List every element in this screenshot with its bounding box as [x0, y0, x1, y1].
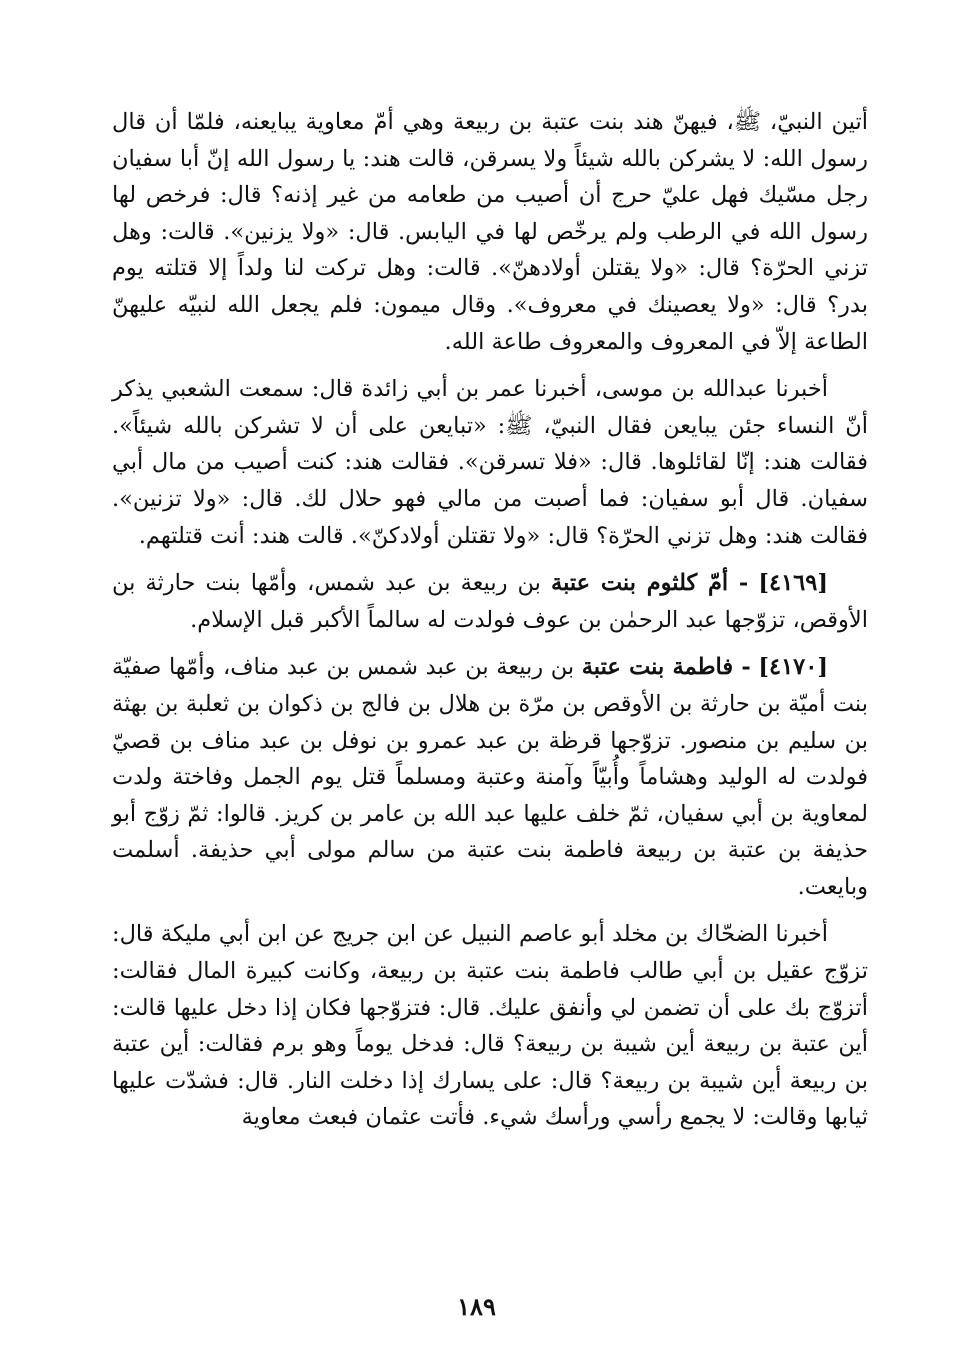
- entry-continuation: أميّة بن حارثة بن الأوقص بن مرّة بن هلال بن فالج بن ذكوان بن ثعلبة بن بهثة بن سليم بن منصور. تزوّجها قرظة بن عبد عمرو بن نوفل بن عبد مناف بن قصيّ فولدت له الوليد وهشاماً وأُبيّاً وآمنة وعتبة ومسلماً قتل يوم الجمل وفاختة ولدت لمعاوية بن أبي سفيان، ثمّ خلف عليها عبد الله بن عامر بن كريز. قالوا: ثمّ زوّج أبو حذيفة بن عتبة بن ربيعة فاطمة بنت عتبة من سالم مولى أبي حذيفة. أسلمت وبايعت.: [112, 690, 868, 900]
- entry-name: - أمّ كلثوم بنت عتبة: [551, 570, 749, 597]
- entry-4169: [112, 565, 868, 638]
- paragraph-1: أتين النبيّ، ﷺ، فيهنّ هند بنت عتبة بن ربيعة وهي أمّ معاوية يبايعنه، فلمّا أن قال رسول الله: لا يشركن بالله شيئاً ولا يسرقن، قالت هند: يا رسول الله إنّ أبا سفيان رجل مسّيك فهل عليّ حرج أن أصيب من طعامه من غير إذنه؟ قال: فرخص لها رسول الله في الرطب ولم يرخّص لها في اليابس. قال: «ولا يزنين». قالت: وهل تزني الحرّة؟ قال: «ولا يقتلن أولادهنّ». قالت: وهل تركت لنا ولداً إلا قتلته يوم بدر؟ قال: «ولا يعصينك في معروف». وقال ميمون: فلم يجعل الله لنبيّه عليهنّ الطاعة إلاّ في المعروف والمعروف طاعة الله.: [112, 109, 868, 355]
- paragraph-2: أخبرنا عبدالله بن موسى، أخبرنا عمر بن أبي زائدة قال: سمعت الشعبي يذكر أنّ النساء جئن يبايعن فقال النبيّ، ﷺ: «تبايعن على أن لا تشركن بالله شيئاً». فقالت هند: إنّا لقائلوها. قال: «فلا تسرقن». فقالت هند: كنت أصيب من مال أبي سفيان. قال أبو سفيان: فما أصبت من مالي فهو حلال لك. قال: «ولا تزنين». فقالت هند: وهل تزني الحرّة؟ قال: «ولا تقتلن أولادكنّ». قالت هند: أنت قتلتهم.: [112, 376, 868, 549]
- entry-text: بن ربيعة بن عبد شمس بن عبد مناف، وأمّها صفيّة بنت: [112, 654, 868, 717]
- entry-4170: [112, 649, 868, 905]
- page-number: ١٨٩: [457, 1292, 496, 1321]
- entry-text: بن ربيعة بن عبد شمس، وأمّها بنت حارثة بن الأوقص،: [112, 570, 868, 633]
- paragraph-5: أخبرنا الضحّاك بن مخلد أبو عاصم النبيل عن ابن جريج عن ابن أبي مليكة قال: تزوّج عقيل بن أبي طالب فاطمة بنت عتبة بن ربيعة، وكانت كبيرة المال فقالت: أتزوّج بك على أن تضمن لي وأنفق عليك. قال: فتزوّجها فكان إذا دخل عليها قالت: أين عتبة بن ربيعة أين شيبة بن ربيعة؟ قال: فدخل يوماً وهو برم فقالت: أين عتبة بن ربيعة أين شيبة بن ربيعة؟ قال: على يسارك إذا دخلت النار. قال: فشدّت عليها ثيابها وقالت: لا يجمع رأسي ورأسك شيء. فأتت عثمان فبعث معاوية: [112, 921, 868, 1131]
- entry-name: - فاطمة بنت عتبة: [581, 654, 751, 681]
- entry-number: [٤١٧٠]: [758, 654, 829, 681]
- page-body: [112, 104, 868, 1147]
- entry-continuation: تزوّجها عبد الرحمٰن بن عوف فولدت له سالماً الأكبر قبل الإسلام.: [190, 606, 786, 633]
- entry-number: [٤١٦٩]: [758, 570, 828, 597]
